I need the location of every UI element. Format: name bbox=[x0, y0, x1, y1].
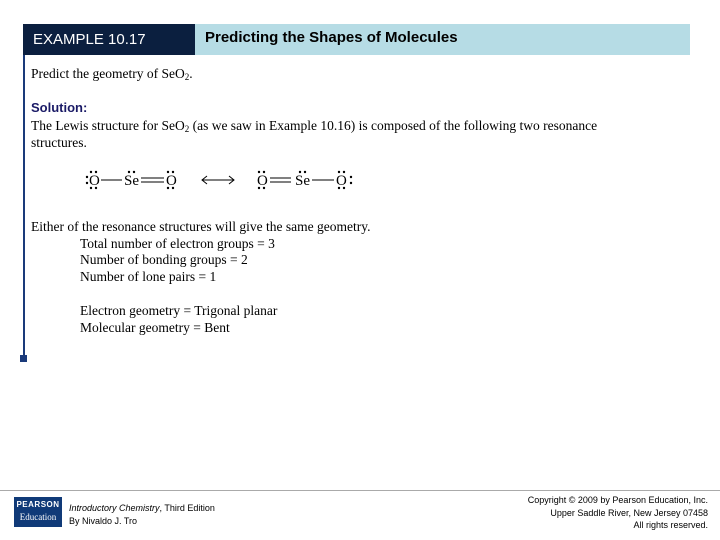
lewis-structure-1 bbox=[86, 171, 177, 189]
left-accent-bar-end bbox=[20, 355, 27, 362]
atom-se-1: Se bbox=[124, 173, 139, 189]
either-line: Either of the resonance structures will give the same geometry. bbox=[31, 219, 371, 234]
solution-line-1: The Lewis structure for SeO$_2$ (as we saw in Example 10.16) is composed of the following two resonance bbox=[31, 118, 598, 134]
bonding-groups: Number of bonding groups = 2 bbox=[80, 252, 248, 267]
book-title: Introductory Chemistry bbox=[69, 503, 160, 513]
lewis-structure-2 bbox=[257, 171, 352, 189]
copyright-line-3: All rights reserved. bbox=[633, 520, 708, 530]
copyright-line-2: Upper Saddle River, New Jersey 07458 bbox=[550, 507, 708, 518]
total-electron-groups: Total number of electron groups = 3 bbox=[80, 236, 275, 251]
page-title: Predicting the Shapes of Molecules bbox=[205, 29, 458, 46]
book-author: By Nivaldo J. Tro bbox=[69, 516, 138, 526]
lewis-resonance-structures bbox=[84, 163, 364, 195]
book-edition: , Third Edition bbox=[159, 503, 215, 513]
left-accent-bar bbox=[23, 55, 25, 359]
footer-copyright bbox=[528, 494, 708, 532]
question-text: Predict the geometry of SeO$_2$. bbox=[31, 66, 193, 82]
copyright-line-1: Copyright © 2009 by Pearson Education, Inc. bbox=[527, 495, 708, 505]
footer-book-info bbox=[69, 502, 215, 528]
atom-o-right-2: O bbox=[336, 173, 347, 189]
atom-o-left-2: O bbox=[257, 173, 268, 189]
electron-geometry: Electron geometry = Trigonal planar bbox=[80, 303, 278, 318]
pearson-logo bbox=[14, 497, 62, 527]
atom-o-left-1: O bbox=[89, 173, 100, 189]
resonance-arrow bbox=[202, 176, 234, 184]
solution-line-2: structures. bbox=[31, 135, 87, 150]
example-label-box bbox=[23, 24, 195, 55]
atom-o-right-1: O bbox=[166, 173, 177, 189]
logo-line-1: PEARSON bbox=[16, 500, 60, 509]
molecular-geometry: Molecular geometry = Bent bbox=[80, 320, 230, 335]
lone-pairs: Number of lone pairs = 1 bbox=[80, 269, 217, 284]
atom-se-2: Se bbox=[295, 173, 310, 189]
logo-line-2: Education bbox=[19, 512, 57, 522]
example-label: EXAMPLE 10.17 bbox=[33, 31, 146, 48]
title-box bbox=[195, 24, 690, 55]
solution-label: Solution: bbox=[31, 100, 88, 115]
footer-divider bbox=[0, 490, 720, 491]
